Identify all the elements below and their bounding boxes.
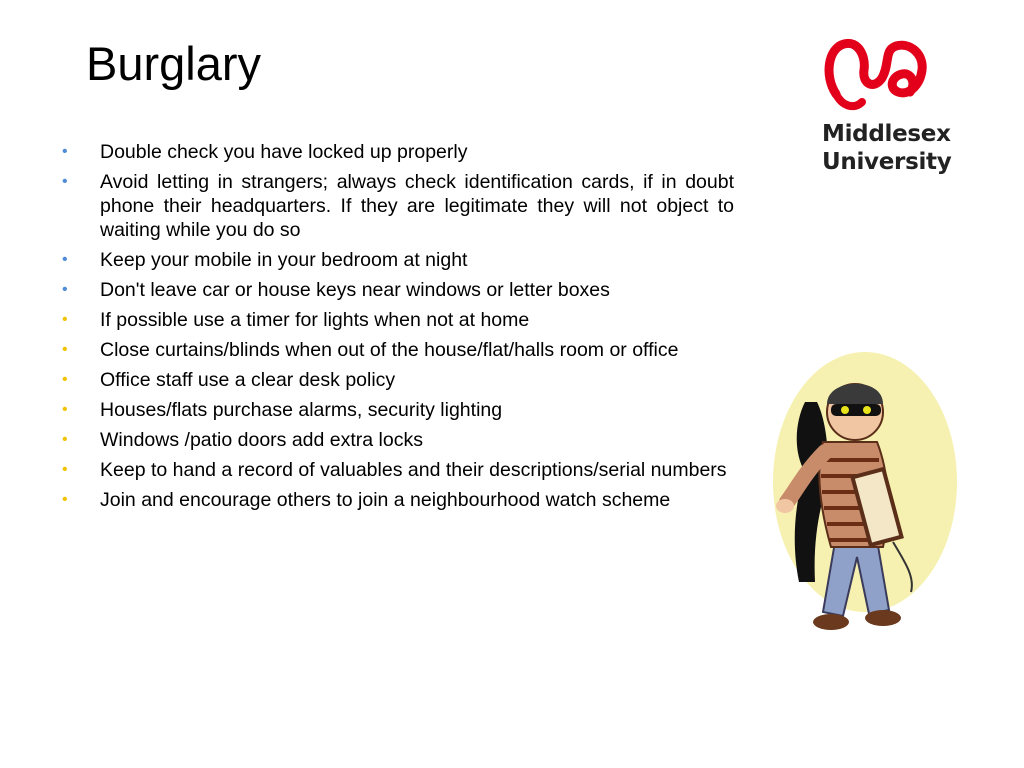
bullet-item	[62, 278, 734, 302]
bullet-icon: •	[62, 311, 68, 328]
bullet-icon: •	[62, 431, 68, 448]
bullet-text: Windows /patio doors add extra locks	[100, 429, 423, 451]
bullet-text: If possible use a timer for lights when not at home	[100, 309, 530, 331]
bullet-icon: •	[62, 371, 68, 388]
bullet-icon: •	[62, 491, 68, 508]
slide-title: Burglary	[86, 37, 262, 90]
bullet-text: Office staff use a clear desk policy	[100, 369, 396, 391]
bullet-text: Keep to hand a record of valuables and their descriptions/serial numbers	[100, 459, 727, 481]
bullet-list	[62, 140, 734, 518]
bullet-item	[62, 398, 734, 422]
bullet-item	[62, 458, 734, 482]
bullet-item	[62, 308, 734, 332]
logo-text-line1: Middlesex	[822, 121, 951, 147]
university-logo-icon	[818, 36, 943, 126]
bullet-icon: •	[62, 401, 68, 418]
bullet-icon: •	[62, 341, 68, 358]
bullet-text: Keep your mobile in your bedroom at night	[100, 249, 468, 271]
bullet-icon: •	[62, 143, 68, 160]
bullet-text: Don't leave car or house keys near windows or letter boxes	[100, 279, 610, 301]
bullet-text: Houses/flats purchase alarms, security lighting	[100, 399, 503, 421]
bullet-icon: •	[62, 461, 68, 478]
logo-text-line2: University	[822, 149, 952, 175]
bullet-item	[62, 248, 734, 272]
bullet-icon: •	[62, 173, 68, 190]
bullet-text: Close curtains/blinds when out of the house/flat/halls room or office	[100, 339, 679, 361]
burglar-clipart-icon	[765, 342, 965, 642]
bullet-item	[62, 140, 734, 164]
bullet-text: Avoid letting in strangers; always check identification cards, if in doubt phone their headquarters. If they are legitimate they will not object to waiting while you do so	[100, 171, 734, 241]
bullet-text: Join and encourage others to join a neighbourhood watch scheme	[100, 489, 671, 511]
bullet-text: Double check you have locked up properly	[100, 141, 468, 163]
bullet-icon: •	[62, 281, 68, 298]
bullet-item	[62, 368, 734, 392]
bullet-item	[62, 428, 734, 452]
bullet-item	[62, 488, 734, 512]
bullet-item	[62, 170, 734, 242]
bullet-item	[62, 338, 734, 362]
bullet-icon: •	[62, 251, 68, 268]
